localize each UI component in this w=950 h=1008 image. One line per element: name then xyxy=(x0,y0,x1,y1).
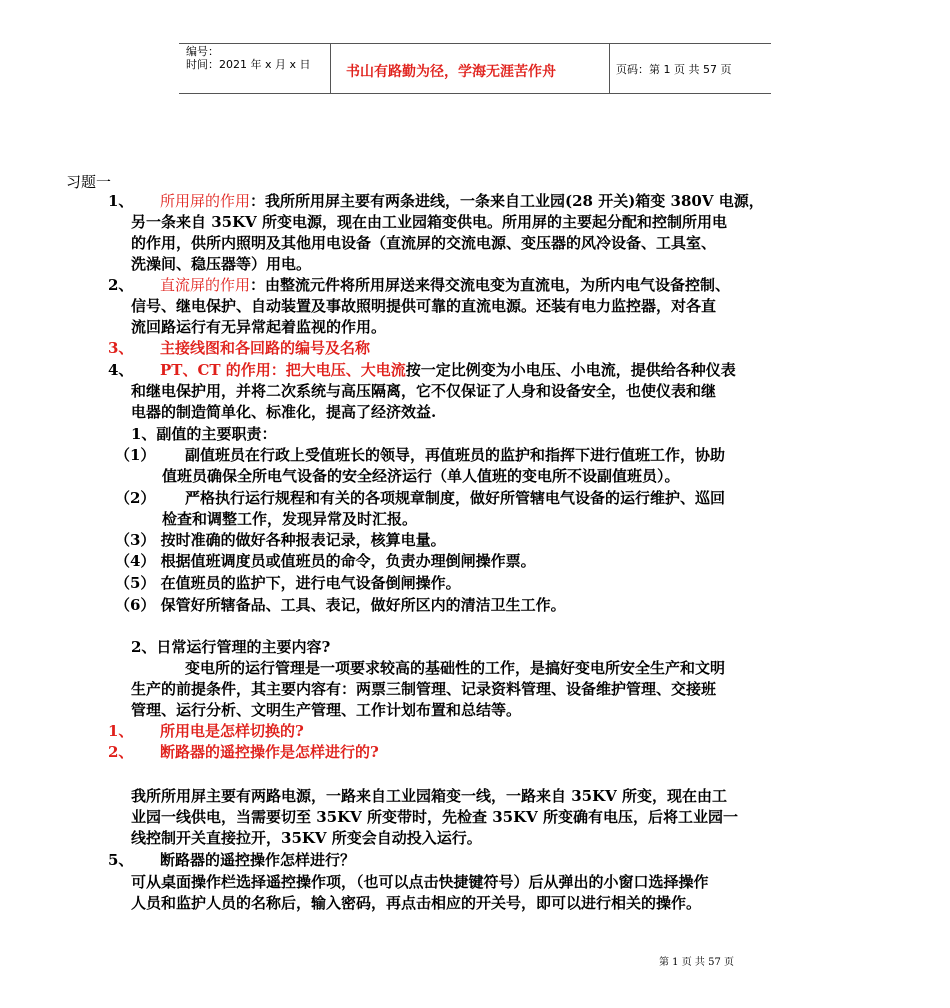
daily-line1: 变电所的运行管理是一项要求较高的基础性的工作，是搞好变电所安全生产和文明 xyxy=(185,659,726,677)
header-divider-left xyxy=(330,43,331,93)
duty-p1-line2: 值班员确保全所电气设备的安全经济运行（单人值班的变电所不设副值班员）。 xyxy=(162,467,680,485)
header-motto: 书山有路勤为径，学海无涯苦作舟 xyxy=(346,64,556,80)
item4-num: 4、 xyxy=(108,361,134,379)
duty-p2-line2: 检查和调整工作，发现异常及时汇报。 xyxy=(162,510,418,528)
duty-p1-num: （1） xyxy=(115,446,156,464)
item1-line2: 另一条来自 35KV 所变电源，现在由工业园箱变供电。所用屏的主要起分配和控制所用电 xyxy=(131,213,727,231)
item5-text: 断路器的遥控操作怎样进行？ xyxy=(160,851,356,869)
header-number-label: 编号： xyxy=(186,45,219,58)
header-time-label: 时间：2021 年 x 月 x 日 xyxy=(186,58,311,71)
header-divider-right xyxy=(609,43,610,93)
daily-line2: 生产的前提条件，其主要内容有：两票三制管理、记录资料管理、设备维护管理、交接班 xyxy=(131,680,717,698)
item4-heading: PT、CT 的作用：把大电压、大电流 xyxy=(160,361,406,379)
duty-p2-line1: 严格执行运行规程和有关的各项规章制度，做好所管辖电气设备的运行维护、巡回 xyxy=(185,489,726,507)
item5-num: 5、 xyxy=(108,851,134,869)
item2-line2: 信号、继电保护、自动装置及事故照明提供可靠的直流电源。还装有电力监控器，对各直 xyxy=(131,297,717,315)
item2-line3: 流回路运行有无异常起着监视的作用。 xyxy=(131,318,387,336)
duty-p5: （5） 在值班员的监护下，进行电气设备倒闸操作。 xyxy=(115,574,461,592)
duty-p4: （4） 根据值班调度员或值班员的命令，负责办理倒闸操作票。 xyxy=(115,552,536,570)
duty-p3: （3） 按时准确的做好各种报表记录，核算电量。 xyxy=(115,531,446,549)
item3-text: 主接线图和各回路的编号及名称 xyxy=(160,339,371,357)
item5-line2: 人员和监护人员的名称后，输入密码，再点击相应的开关号，即可以进行相关的操作。 xyxy=(131,894,702,912)
header-bottom-rule xyxy=(179,93,771,94)
q2-num: 2、 xyxy=(108,743,134,761)
q1-text: 所用电是怎样切换的? xyxy=(160,722,304,740)
item4-line1: PT、CT 的作用：把大电压、大电流按一定比例变为小电压、小电流，提供给各种仪表 xyxy=(160,361,736,379)
q1-num: 1、 xyxy=(108,722,134,740)
duty-title: 1、副值的主要职责： xyxy=(131,425,277,443)
duty-p2-num: （2） xyxy=(115,489,156,507)
item2-heading: 直流屏的作用 xyxy=(160,276,251,294)
item1-line1: 所用屏的作用：我所所用屏主要有两条进线，一条来自工业园(28 开关)箱变 380V 电源， xyxy=(160,192,764,210)
item5-line1: 可从桌面操作栏选择遥控操作项，（也可以点击快捷键符号）后从弹出的小窗口选择操作 xyxy=(131,873,709,891)
item1-line3: 的作用，供所内照明及其他用电设备（直流屏的交流电源、变压器的风冷设备、工具室、 xyxy=(131,234,717,252)
item1-num: 1、 xyxy=(108,192,134,210)
item1-heading: 所用屏的作用 xyxy=(160,192,251,210)
item1-line4: 洗澡间、稳压器等）用电。 xyxy=(131,255,312,273)
q2-text: 断路器的遥控操作是怎样进行的? xyxy=(160,743,379,761)
item4-line2: 和继电保护用，并将二次系统与高压隔离，它不仅保证了人身和设备安全，也使仪表和继 xyxy=(131,382,717,400)
duty-p6: （6） 保管好所辖备品、工具、表记，做好所区内的清洁卫生工作。 xyxy=(115,596,566,614)
daily-line3: 管理、运行分析、文明生产管理、工作计划布置和总结等。 xyxy=(131,701,522,719)
duty-p1-line1: 副值班员在行政上受值班长的领导，再值班员的监护和指挥下进行值班工作，协助 xyxy=(185,446,726,464)
item2-num: 2、 xyxy=(108,276,134,294)
section-title: 习题一 xyxy=(66,173,112,191)
answer-line3: 线控制开关直接拉开，35KV 所变会自动投入运行。 xyxy=(131,829,482,847)
item4-line3: 电器的制造简单化、标准化，提高了经济效益. xyxy=(131,403,437,421)
answer-line1: 我所所用屏主要有两路电源，一路来自工业园箱变一线，一路来自 35KV 所变，现在由工 xyxy=(131,787,727,805)
item2-line1: 直流屏的作用：由整流元件将所用屏送来得交流电变为直流电，为所内电气设备控制、 xyxy=(160,276,731,294)
header-page-info: 页码：第 1 页 共 57 页 xyxy=(616,63,732,76)
header-top-rule xyxy=(179,43,771,44)
page-footer: 第 1 页 共 57 页 xyxy=(659,957,734,968)
item3-num: 3、 xyxy=(108,339,134,357)
daily-title: 2、日常运行管理的主要内容? xyxy=(131,638,331,656)
answer-line2: 业园一线供电，当需要切至 35KV 所变带时，先检查 35KV 所变确有电压，后将工业园一 xyxy=(131,808,738,826)
